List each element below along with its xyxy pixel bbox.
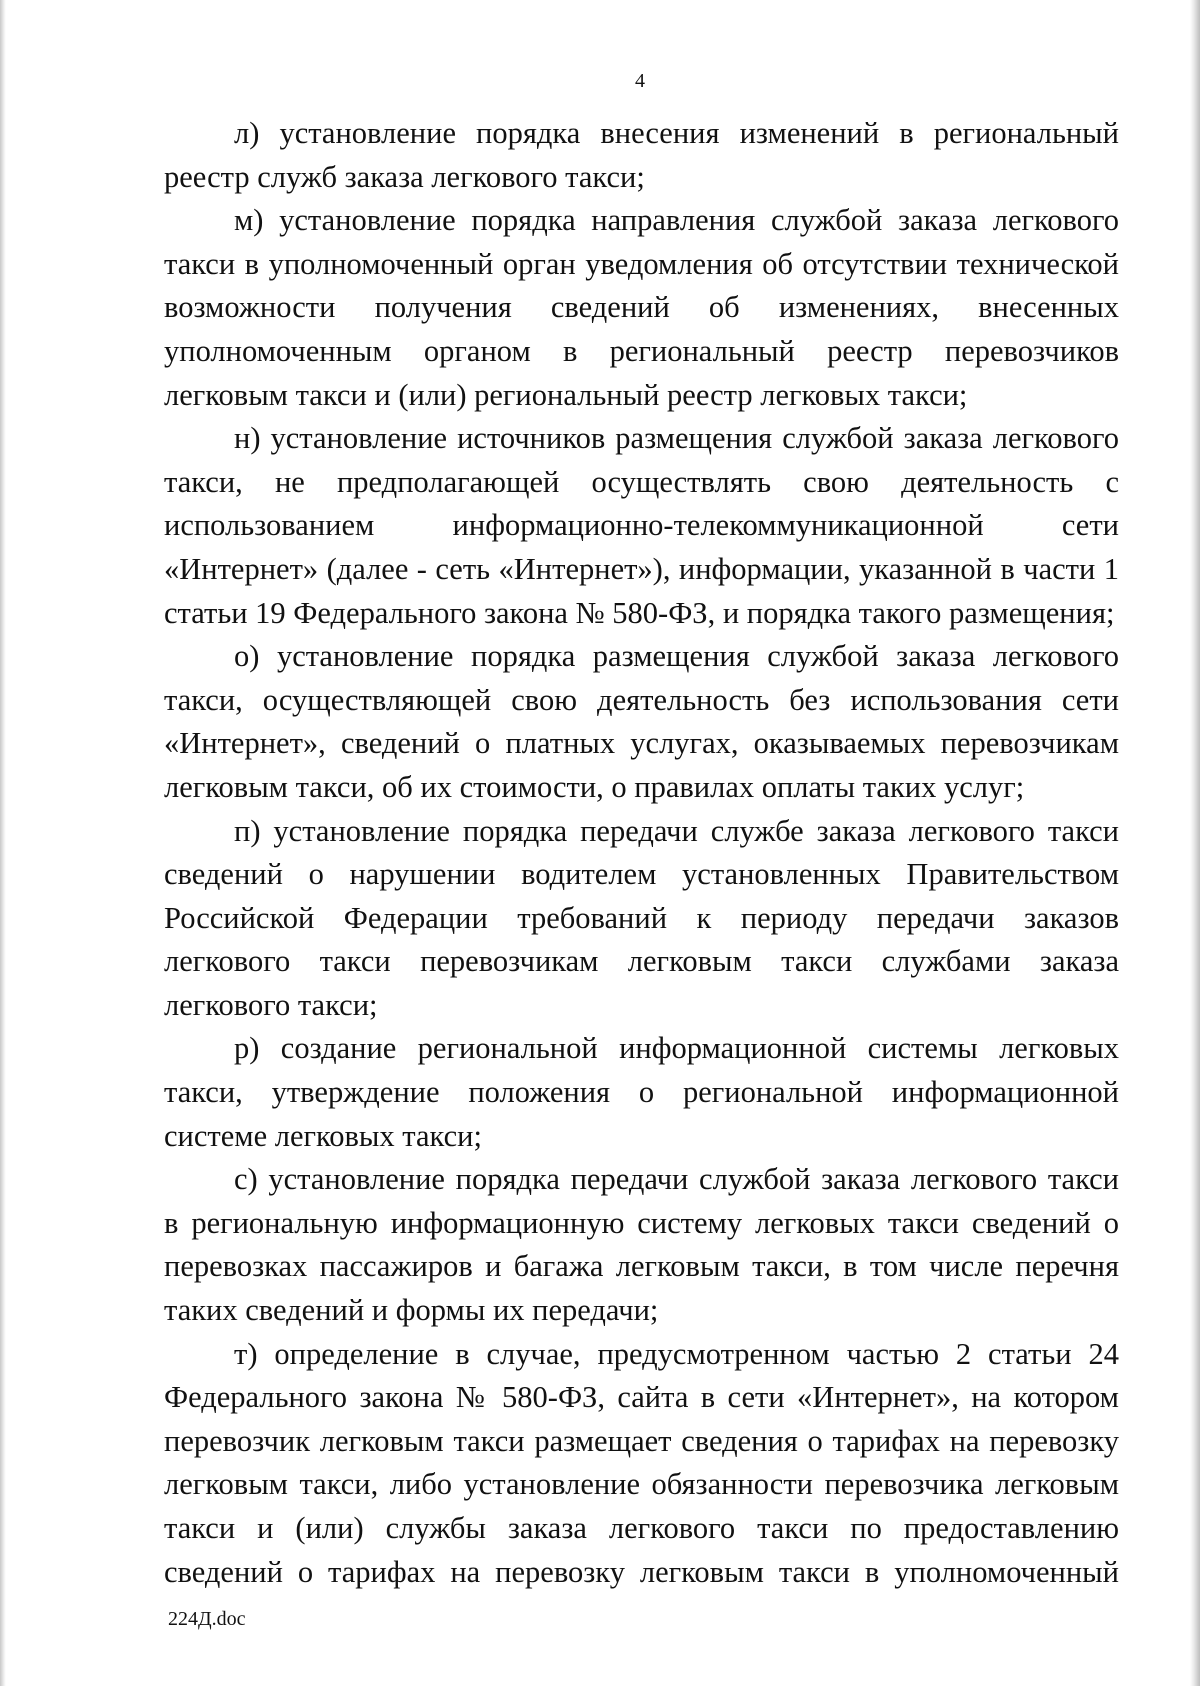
- document-body: [164, 112, 1119, 1594]
- paragraph-m: м) установление порядка направления службой заказа легкового такси в уполномоченный орган уведомления об отсутствии технической возможности получения сведений об изменениях, внесенных уполномоченным органом в региональный реестр перевозчиков легковым такси и (или) региональный реестр легковых такси;: [164, 203, 1119, 412]
- paragraph-r: р) создание региональной информационной системы легковых такси, утверждение положения о региональной информационной системе легковых такси;: [164, 1031, 1119, 1153]
- paragraph-s: с) установление порядка передачи службой заказа легкового такси в региональную информационную систему легковых такси сведений о перевозках пассажиров и багажа легковым такси, в том числе перечня таких сведений и формы их передачи;: [164, 1162, 1119, 1328]
- paragraph-o: о) установление порядка размещения службой заказа легкового такси, осуществляющей свою деятельность без использования сети «Интернет», сведений о платных услугах, оказываемых перевозчикам легковым такси, об их стоимости, о правилах оплаты таких услуг;: [164, 639, 1119, 804]
- footer-filename: 224Д.doc: [168, 1608, 246, 1630]
- scan-edge-right: [1190, 0, 1200, 1686]
- page-number: 4: [635, 70, 645, 92]
- paragraph-l: л) установление порядка внесения изменений в региональный реестр служб заказа легкового такси;: [164, 116, 1119, 194]
- paragraph-n: н) установление источников размещения службой заказа легкового такси, не предполагающей осуществлять свою деятельность с использованием информационно-телекоммуникационной сети «Интернет» (далее - сеть «Интернет»), информации, указанной в части 1 статьи 19 Федерального закона № 580-ФЗ, и порядка такого размещения;: [164, 421, 1119, 630]
- paragraph-p: п) установление порядка передачи службе заказа легкового такси сведений о нарушении водителем установленных Правительством Российской Федерации требований к периоду передачи заказов легкового такси перевозчикам легковым такси службами заказа легкового такси;: [164, 813, 1119, 1022]
- scan-edge-left: [0, 0, 6, 1686]
- paragraph-t: т) определение в случае, предусмотренном частью 2 статьи 24 Федерального закона № 580-ФЗ, сайта в сети «Интернет», на котором перевозчик легковым такси размещает сведения о тарифах на перевозку легковым такси, либо установление обязанности перевозчика легковым такси и (или) службы заказа легкового такси по предоставлению сведений о тарифах на перевозку легковым такси в уполномоченный: [164, 1336, 1119, 1589]
